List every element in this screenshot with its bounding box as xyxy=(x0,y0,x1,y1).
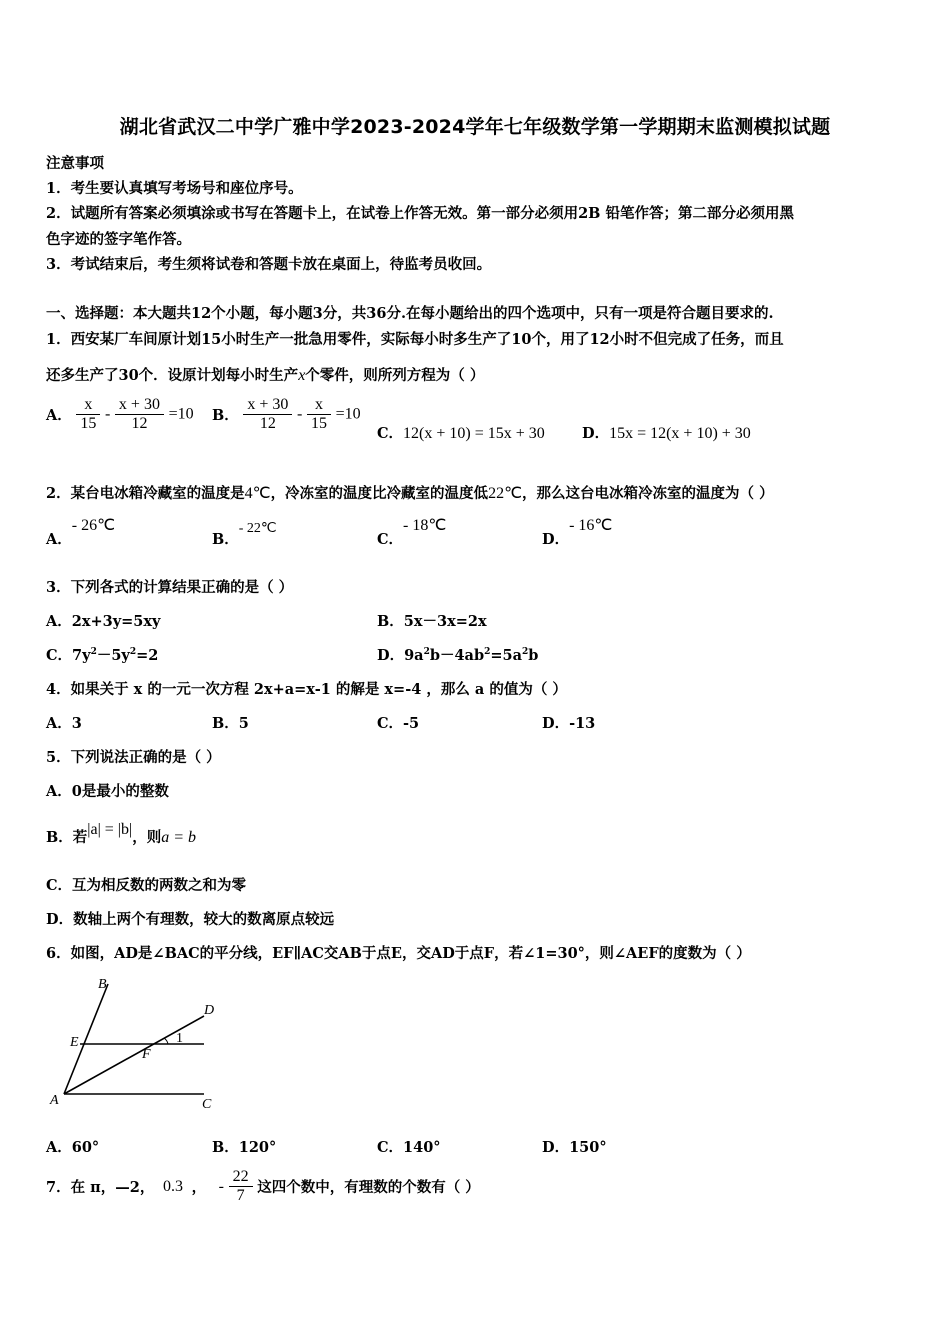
label-e: E xyxy=(70,1035,79,1050)
q6-option-c[interactable]: C．140° xyxy=(377,1139,441,1156)
label-f: F xyxy=(142,1047,151,1062)
q3-option-a[interactable]: A．2x+3y=5xy xyxy=(46,613,161,630)
q5-option-a[interactable]: A．0是最小的整数 xyxy=(46,783,169,800)
q6-option-a[interactable]: A．60° xyxy=(46,1139,100,1156)
q5-option-d[interactable]: D．数轴上两个有理数，较大的数离原点较远 xyxy=(46,911,335,928)
q7-stem: 7．在 π，—2， 0.3 ， - $\frac{22}{7}$ 这四个数中，有理数的个数有（ ） xyxy=(46,1168,480,1204)
q1-stem-line1: 1．西安某厂车间原计划15小时生产一批急用零件，实际每小时多生产了10个，用了12小时不但完成了任务，而且 xyxy=(46,331,784,348)
q2-option-d[interactable]: D．- 16℃ xyxy=(542,517,613,548)
notice-heading: 注意事项 xyxy=(46,155,104,172)
q4-option-b[interactable]: B．5 xyxy=(212,715,249,732)
q1-option-d[interactable]: D．15x = 12(x + 10) + 30 xyxy=(582,425,751,442)
q4-option-d[interactable]: D．-13 xyxy=(542,715,596,732)
q4-option-c[interactable]: C．-5 xyxy=(377,715,420,732)
q1-stem-line2: 还多生产了30个．设原计划每小时生产x个零件，则所列方程为（ ） xyxy=(46,367,485,384)
notice-item: 1．考生要认真填写考场号和座位序号。 xyxy=(46,180,303,197)
page-title: 湖北省武汉二中学广雅中学2023-2024学年七年级数学第一学期期末监测模拟试题 xyxy=(119,116,831,138)
notice-item: 2．试题所有答案必须填涂或书写在答题卡上，在试卷上作答无效。第一部分必须用2B 铅笔作答；第二部分必须用黑 xyxy=(46,205,794,222)
q6-option-b[interactable]: B．120° xyxy=(212,1139,277,1156)
q6-option-d[interactable]: D．150° xyxy=(542,1139,607,1156)
q1-option-b[interactable]: B． $\frac{x + 30}{12}$ - $\frac{x}{15}$ =10 xyxy=(212,396,361,432)
q5-stem: 5．下列说法正确的是（ ） xyxy=(46,749,221,766)
q2-stem: 2．某台电冰箱冷藏室的温度是4℃，冷冻室的温度比冷藏室的温度低22℃，那么这台电冰箱冷冻室的温度为（ ） xyxy=(46,485,774,502)
q3-stem: 3．下列各式的计算结果正确的是（ ） xyxy=(46,579,294,596)
label-a: A xyxy=(50,1093,59,1108)
q4-option-a[interactable]: A．3 xyxy=(46,715,82,732)
angle-1-arc xyxy=(164,1038,168,1044)
q3-option-b[interactable]: B．5x－3x=2x xyxy=(377,613,487,630)
label-c: C xyxy=(202,1097,212,1112)
q4-stem: 4．如果关于 x 的一元一次方程 2x+a=x-1 的解是 x=-4 ，那么 a 的值为（ ） xyxy=(46,681,567,698)
q3-option-d[interactable]: D．$9a^2b-4ab^2=5a^2b$ xyxy=(377,647,539,664)
q3-option-c[interactable]: C．$7y^2-5y^2=2$ xyxy=(46,647,159,664)
label-b: B xyxy=(98,977,107,992)
q6-geometry-figure xyxy=(44,972,224,1117)
q6-stem: 6．如图，AD是∠BAC的平分线，EF∥AC交AB于点E，交AD于点F，若∠1=30°，则∠AEF的度数为（ ） xyxy=(46,945,751,962)
section-heading: 一、选择题：本大题共12个小题，每小题3分，共36分.在每小题给出的四个选项中，只有一项是符合题目要求的. xyxy=(46,305,774,322)
label-d: D xyxy=(204,1003,215,1018)
notice-item: 3．考试结束后，考生须将试卷和答题卡放在桌面上，待监考员收回。 xyxy=(46,256,492,273)
label-angle-1: 1 xyxy=(176,1031,183,1046)
q2-option-c[interactable]: C．- 18℃ xyxy=(377,517,447,548)
q2-option-a[interactable]: A．- 26℃ xyxy=(46,517,116,548)
notice-item: 色字迹的签字笔作答。 xyxy=(46,231,191,248)
q5-option-b[interactable]: B．若|a| = |b|，则a = b xyxy=(46,821,196,846)
q1-option-a[interactable]: A． $\frac{x}{15}$ - $\frac{x + 30}{12}$ =10 xyxy=(46,396,194,432)
line-ad xyxy=(64,1016,204,1094)
q2-option-b[interactable]: B．- 22℃ xyxy=(212,521,277,548)
q1-option-c[interactable]: C．12(x + 10) = 15x + 30 xyxy=(377,425,545,442)
q5-option-c[interactable]: C．互为相反数的两数之和为零 xyxy=(46,877,247,894)
